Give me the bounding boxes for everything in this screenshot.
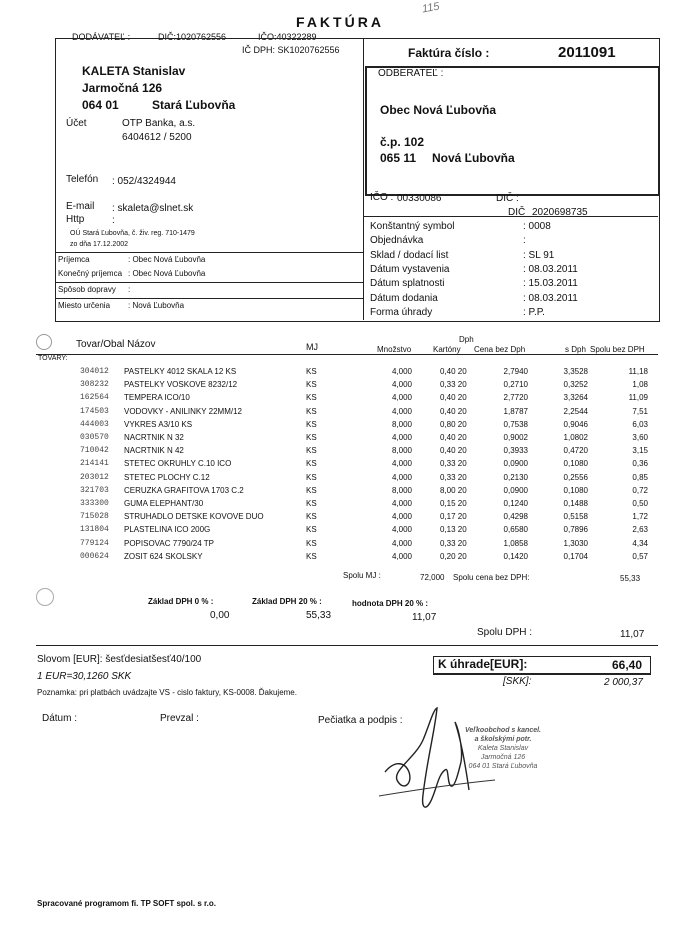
amount-in-words: Slovom [EUR]: šesťdesiatšesť40/100: [37, 654, 202, 665]
supplier-dic: DIČ:1020762556: [158, 32, 227, 42]
cell-name: TEMPERA ICO/10: [124, 393, 190, 403]
cell-mj: KS: [306, 393, 317, 403]
cell-qty: 4,000: [391, 459, 412, 469]
account-label: Účet: [66, 118, 87, 129]
right-info-value: : 15.03.2011: [523, 278, 578, 290]
cell-gross: 0,1080: [563, 459, 588, 469]
left-info-top-line: [55, 252, 363, 253]
cell-dph: 0,33 20: [440, 472, 467, 482]
left-info-line: [55, 298, 363, 299]
cell-total: 1,72: [632, 512, 648, 522]
cell-gross: 0,1080: [563, 485, 588, 495]
cell-price: 0,3933: [503, 446, 528, 456]
vat-amount: 11,07: [412, 612, 437, 623]
bank-name: OTP Banka, a.s.: [122, 118, 196, 129]
cell-price: 0,2710: [503, 380, 528, 390]
total-vat-label: Spolu DPH :: [477, 627, 533, 638]
cell-price: 0,0900: [503, 485, 528, 495]
total-vat: 11,07: [620, 629, 645, 640]
customer-ico-label: IČO :: [370, 192, 394, 203]
col-price-header: Cena bez Dph: [474, 345, 526, 354]
right-info-value: :: [523, 235, 526, 247]
stamp-line: a školskými potr.: [474, 736, 532, 743]
email-value: : skaleta@slnet.sk: [112, 203, 194, 214]
cell-mj: KS: [306, 380, 317, 390]
cell-qty: 8,000: [391, 446, 412, 456]
cell-gross: 0,2556: [563, 472, 588, 482]
col-name-header: Tovar/Obal Názov: [76, 339, 156, 350]
cell-mj: KS: [306, 406, 317, 416]
right-info-label: Dátum splatnosti: [370, 278, 445, 290]
cell-code: 779124: [80, 538, 109, 548]
col-total-header: Spolu bez DPH: [590, 345, 645, 354]
cell-total: 6,03: [632, 419, 648, 429]
cell-name: GUMA ELEPHANT/30: [124, 499, 204, 508]
cell-mj: KS: [306, 512, 317, 522]
cell-total: 0,72: [632, 485, 648, 495]
vat-line: [36, 645, 658, 646]
cell-mj: KS: [306, 538, 317, 548]
stamp-label: Pečiatka a podpis :: [318, 715, 403, 726]
table-row: [0, 433, 680, 446]
cell-mj: KS: [306, 551, 317, 561]
bank-account: 6404612 / 5200: [122, 132, 192, 143]
cell-dph: 0,15 20: [440, 499, 467, 508]
supplier-city: Stará Ľubovňa: [152, 98, 236, 112]
table-row: [0, 539, 680, 552]
cell-price: 0,6580: [503, 525, 528, 535]
cell-gross: 0,1704: [563, 551, 588, 561]
table-header-line: [36, 354, 658, 355]
cell-gross: 0,5158: [563, 512, 588, 522]
received-label: Prevzal :: [160, 713, 199, 724]
cell-name: STETEC PLOCHY C.12: [124, 472, 210, 482]
cell-qty: 8,000: [391, 419, 412, 429]
cell-gross: 0,1488: [563, 499, 588, 508]
cell-price: 0,4298: [503, 512, 528, 522]
supplier-label: DODÁVATEĽ :: [72, 32, 131, 42]
cell-total: 3,15: [632, 446, 648, 456]
right-info-value: : SL 91: [523, 249, 555, 261]
invoice-number-label: Faktúra číslo :: [408, 46, 490, 60]
cell-total: 0,57: [632, 551, 648, 561]
cell-total: 7,51: [632, 406, 648, 416]
customer-dic: 2020698735: [532, 207, 588, 218]
cell-gross: 0,7896: [563, 525, 588, 535]
cell-qty: 4,000: [391, 499, 412, 508]
cell-dph: 0,40 20: [440, 367, 467, 376]
cell-dph: 0,17 20: [440, 512, 467, 522]
vat-base0: 0,00: [210, 610, 230, 621]
payment-note: Poznamka: pri platbách uvádzajte VS - cislo faktury, KS-0008. Ďakujeme.: [37, 688, 297, 697]
http-value: :: [112, 215, 115, 226]
email-label: E-mail: [66, 201, 95, 212]
cell-code: 444003: [80, 419, 109, 429]
col-dph-header: Dph: [459, 335, 474, 344]
punch-hole-icon: [36, 588, 54, 606]
cell-price: 0,1240: [503, 499, 528, 508]
cell-price: 0,7538: [503, 419, 528, 429]
cell-name: ZOSIT 624 SKOLSKY: [124, 551, 203, 561]
customer-dic-label: DIČ :: [496, 193, 519, 204]
cell-price: 0,0900: [503, 459, 528, 469]
table-row: [0, 407, 680, 420]
supplier-street: Jarmočná 126: [82, 81, 163, 95]
right-info-value: : 08.03.2011: [523, 263, 578, 275]
date-label: Dátum :: [42, 713, 78, 724]
right-info-value: : 0008: [523, 221, 551, 232]
cell-total: 0,36: [632, 459, 648, 469]
exchange-rate: 1 EUR=30,1260 SKK: [37, 671, 132, 682]
cell-dph: 0,33 20: [440, 538, 467, 548]
vat-base20: 55,33: [306, 610, 332, 621]
cell-mj: KS: [306, 499, 317, 508]
table-row: [0, 420, 680, 433]
customer-street: č.p. 102: [380, 135, 425, 149]
cell-name: PASTELKY 4012 SKALA 12 KS: [124, 367, 237, 376]
sum-qty-label: Spolu MJ :: [343, 571, 381, 580]
col-gross-header: s Dph: [565, 345, 586, 354]
cell-mj: KS: [306, 459, 317, 469]
cell-qty: 4,000: [391, 393, 412, 403]
cell-name: NACRTNIK N 32: [124, 433, 184, 442]
cell-dph: 0,40 20: [440, 406, 467, 416]
cell-gross: 0,4720: [563, 446, 588, 456]
cell-qty: 4,000: [391, 512, 412, 522]
cell-qty: 4,000: [391, 525, 412, 535]
cell-price: 2,7720: [503, 393, 528, 403]
right-info-label: Forma úhrady: [370, 306, 433, 318]
right-info-label: Sklad / dodací list: [370, 249, 449, 261]
supplier-ico: IČO:40322289: [258, 32, 317, 42]
table-row: [0, 393, 680, 406]
table-row: [0, 552, 680, 565]
cell-price: 0,9002: [503, 433, 528, 442]
cell-gross: 0,3252: [563, 380, 588, 390]
cell-dph: 0,33 20: [440, 380, 467, 390]
cell-total: 11,18: [628, 367, 648, 376]
cell-name: VODOVKY - ANILINKY 22MM/12: [124, 406, 242, 416]
cell-name: PASTELKY VOSKOVE 8232/12: [124, 380, 238, 390]
phone-label: Telefón: [66, 174, 99, 185]
cell-price: 0,1420: [503, 551, 528, 561]
cell-price: 1,0858: [503, 538, 528, 548]
cell-code: 333300: [80, 499, 109, 508]
cell-qty: 4,000: [391, 367, 412, 376]
cell-mj: KS: [306, 472, 317, 482]
vat-base0-label: Základ DPH 0 % :: [148, 597, 214, 606]
stamp-line: Jarmočná 126: [480, 754, 526, 761]
cell-total: 3,60: [632, 433, 648, 442]
customer-dic-label-2: DIČ: [508, 207, 526, 218]
signature-scribble: [375, 700, 515, 820]
cell-qty: 4,000: [391, 538, 412, 548]
right-info-label: Dátum dodania: [370, 292, 438, 304]
cell-name: NACRTNIK N 42: [124, 446, 184, 456]
table-row: [0, 459, 680, 472]
cell-dph: 0,40 20: [440, 433, 467, 442]
left-info-label: Príjemca: [58, 255, 90, 264]
table-row: [0, 486, 680, 499]
table-row: [0, 525, 680, 538]
cell-mj: KS: [306, 525, 317, 535]
cell-name: VYKRES A3/10 KS: [124, 419, 193, 429]
cell-dph: 8,00 20: [440, 485, 467, 495]
customer-name: Obec Nová Ľubovňa: [380, 103, 497, 117]
invoice-number: 2011091: [558, 44, 616, 61]
col-mj-header: MJ: [306, 342, 318, 352]
cell-price: 2,7940: [503, 367, 528, 376]
cell-price: 1,8787: [503, 406, 528, 416]
cell-code: 710042: [80, 446, 109, 456]
stamp-line: 064 01 Stará Ľubovňa: [468, 763, 538, 770]
cell-total: 0,85: [632, 472, 648, 482]
col-kartony-header: Kartóny: [433, 345, 461, 354]
cell-total: 2,63: [632, 525, 648, 535]
cell-gross: 3,3528: [563, 367, 588, 376]
cell-code: 214141: [80, 459, 109, 469]
handwritten-mark: 115: [421, 0, 441, 16]
cell-total: 4,34: [632, 538, 648, 548]
cell-qty: 4,000: [391, 472, 412, 482]
cell-dph: 0,80 20: [440, 419, 467, 429]
cell-code: 162564: [80, 393, 109, 403]
cell-code: 000624: [80, 551, 109, 561]
sum-price-value: 55,33: [620, 574, 641, 583]
right-info-label: Dátum vystavenia: [370, 263, 450, 275]
payable-amount: 66,40: [612, 658, 643, 672]
customer-ico: 00330086: [397, 193, 442, 204]
supplier-icdph: IČ DPH: SK1020762556: [242, 45, 340, 55]
left-info-label: Spôsob dopravy: [58, 285, 116, 294]
customer-box: [365, 66, 660, 196]
vat-base20-label: Základ DPH 20 % :: [252, 597, 322, 606]
table-row: [0, 380, 680, 393]
payable-label: K úhrade[EUR]:: [438, 657, 528, 671]
right-info-value: : P.P.: [523, 306, 545, 318]
cell-code: 203012: [80, 472, 109, 482]
cell-dph: 0,40 20: [440, 446, 467, 456]
cell-qty: 8,000: [391, 485, 412, 495]
phone-value: : 052/4324944: [112, 176, 176, 187]
left-info-label: Miesto určenia: [58, 301, 111, 310]
cell-qty: 4,000: [391, 551, 412, 561]
stamp-line: Kaleta Stanislav: [477, 745, 529, 752]
cell-name: STETEC OKRUHLY C.10 ICO: [124, 459, 232, 469]
cell-code: 715028: [80, 512, 109, 522]
cell-code: 030570: [80, 433, 109, 442]
cell-gross: 1,0802: [563, 433, 588, 442]
sum-qty-value: 72,000: [420, 573, 445, 582]
cell-code: 304012: [80, 367, 109, 376]
footer-software: Spracované programom fi. TP SOFT spol. s r.o.: [37, 899, 217, 908]
cell-total: 0,50: [632, 499, 648, 508]
supplier-zip: 064 01: [82, 98, 119, 112]
left-info-value: : Obec Nová Ľubovňa: [128, 255, 206, 264]
header-divider-vertical: [363, 38, 364, 320]
header-circle-icon: [36, 334, 52, 350]
cell-gross: 0,9046: [563, 419, 588, 429]
section-label: TOVARY:: [38, 355, 68, 362]
cell-qty: 4,000: [391, 433, 412, 442]
invoice-title: FAKTÚRA: [296, 14, 384, 30]
cell-dph: 0,20 20: [440, 551, 467, 561]
left-info-value: :: [128, 285, 131, 294]
cell-dph: 0,13 20: [440, 525, 467, 535]
right-info-value: : 08.03.2011: [523, 292, 578, 304]
cell-name: PLASTELINA ICO 200G: [124, 525, 211, 535]
left-info-mid-line: [55, 282, 363, 283]
cell-mj: KS: [306, 367, 317, 376]
table-row: [0, 512, 680, 525]
cell-qty: 4,000: [391, 380, 412, 390]
payable-skk-amount: 2 000,37: [604, 677, 643, 688]
cell-code: 321703: [80, 485, 109, 495]
cell-code: 174503: [80, 406, 109, 416]
vat-amount-label: hodnota DPH 20 % :: [352, 599, 429, 608]
cell-mj: KS: [306, 446, 317, 456]
left-info-value: : Obec Nová Ľubovňa: [128, 269, 206, 278]
left-info-label: Konečný príjemca: [58, 269, 123, 278]
cell-dph: 0,33 20: [440, 459, 467, 469]
table-row: [0, 446, 680, 459]
table-row: [0, 473, 680, 486]
registration-line-1: OÚ Stará Ľubovňa, č. živ. reg. 710-1479: [70, 230, 195, 237]
cell-total: 1,08: [632, 380, 648, 390]
cell-gross: 3,3264: [563, 393, 588, 403]
table-row: [0, 499, 680, 512]
supplier-name: KALETA Stanislav: [82, 64, 186, 78]
cell-gross: 1,3030: [563, 538, 588, 548]
col-qty-header: Množstvo: [377, 345, 412, 354]
cell-mj: KS: [306, 419, 317, 429]
cell-code: 308232: [80, 380, 109, 390]
sum-price-label: Spolu cena bez DPH:: [453, 573, 530, 582]
cell-gross: 2,2544: [563, 406, 588, 416]
cell-mj: KS: [306, 485, 317, 495]
cell-total: 11,09: [628, 393, 648, 403]
cell-name: CERUZKA GRAFITOVA 1703 C.2: [124, 485, 244, 495]
left-info-value: : Nová Ľubovňa: [128, 301, 185, 310]
cell-code: 131804: [80, 525, 109, 535]
table-row: [0, 367, 680, 380]
cell-name: STRUHADLO DETSKE KOVOVE DUO: [124, 512, 264, 522]
cell-mj: KS: [306, 433, 317, 442]
right-info-label: Konštantný symbol: [370, 221, 455, 232]
customer-zip: 065 11: [380, 151, 417, 165]
customer-city: Nová Ľubovňa: [432, 151, 515, 165]
right-info-label: Objednávka: [370, 235, 424, 247]
registration-line-2: zo dňa 17.12.2002: [70, 241, 128, 248]
cell-name: POPISOVAC 7790/24 TP: [124, 538, 214, 548]
payable-skk-label: [SKK]:: [503, 676, 532, 687]
cell-dph: 0,40 20: [440, 393, 467, 403]
customer-label: ODBERATEĽ :: [378, 68, 444, 79]
http-label: Http: [66, 214, 85, 225]
cell-qty: 4,000: [391, 406, 412, 416]
cell-price: 0,2130: [503, 472, 528, 482]
stamp-line: Veľkoobchod s kancel.: [464, 727, 542, 734]
